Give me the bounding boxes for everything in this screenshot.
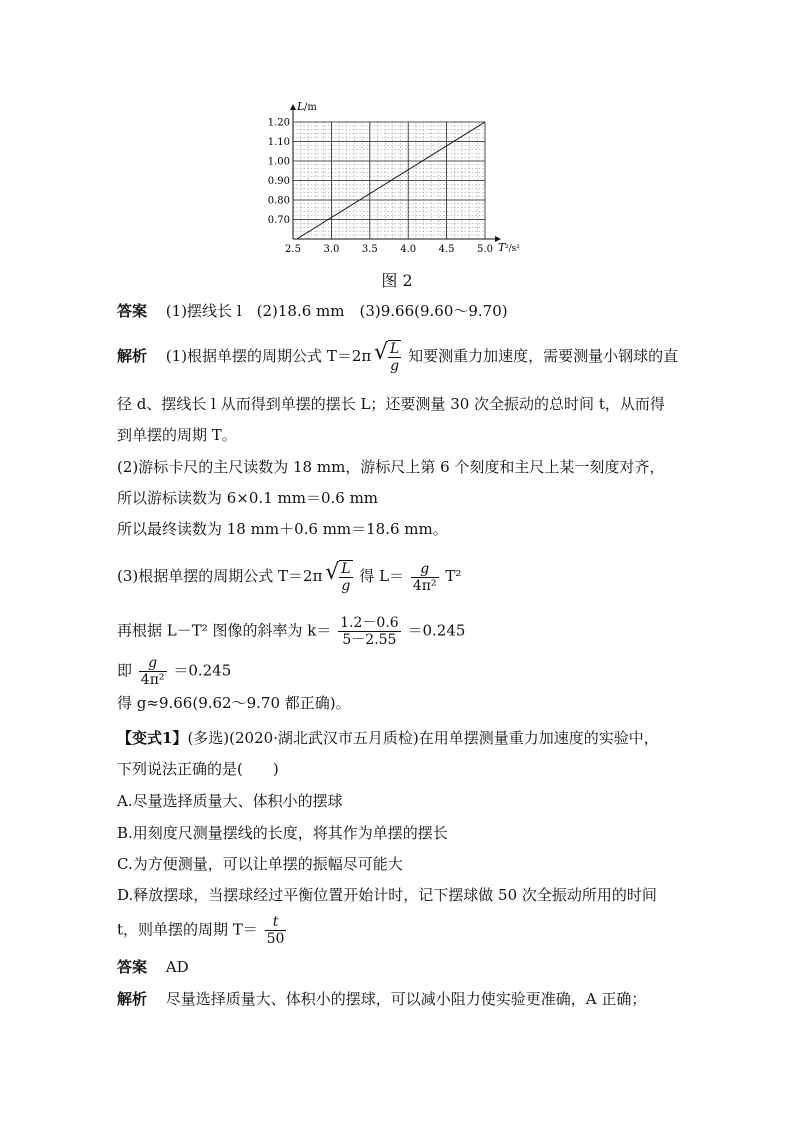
frac-num: 1.2－0.6 xyxy=(340,615,399,631)
analysis-line-2: 径 d、摆线长 l 从而得到单摆的摆长 L；还要测量 30 次全振动的总时间 t，从而得 xyxy=(117,395,665,413)
answer-label: 答案 xyxy=(117,958,148,976)
y-tick-label: 1.20 xyxy=(267,117,290,129)
analysis2-line-1 xyxy=(117,988,646,1010)
x-axis-label-var: T xyxy=(498,241,506,254)
x-tick-label: 3.5 xyxy=(361,244,378,255)
analysis-line-5: 所以游标读数为 6×0.1 mm＝0.6 mm xyxy=(117,489,379,507)
option-c: C.为方便测量，可以让单摆的振幅尽可能大 xyxy=(117,855,403,873)
x-tick-label: 3.0 xyxy=(323,244,340,255)
analysis-text: ＝0.245 xyxy=(407,621,466,640)
y-tick-label: 0.70 xyxy=(267,215,290,226)
figure-caption: 图 2 xyxy=(381,271,413,290)
frac-den: 5－2.55 xyxy=(342,632,397,648)
answer-line-2 xyxy=(117,956,189,978)
analysis-text: 即 xyxy=(117,661,133,680)
analysis-text: (1)根据单摆的周期公式 T＝2π xyxy=(165,347,372,365)
fraction-slope xyxy=(338,615,401,648)
x-tick-label: 4.0 xyxy=(400,244,417,255)
x-axis-label-unit: ²/s² xyxy=(505,244,520,254)
frac-num: g xyxy=(139,655,167,672)
variant-question-line-2: 下列说法正确的是( ) xyxy=(117,760,279,778)
analysis-label: 解析 xyxy=(117,990,148,1008)
option-b: B.用刻度尺测量摆线的长度，将其作为单摆的摆长 xyxy=(117,824,448,842)
answer-text: AD xyxy=(165,958,189,976)
sqrt-l-over-g xyxy=(376,340,403,374)
analysis-line-6: 所以最终读数为 18 mm＋0.6 mm＝18.6 mm。 xyxy=(117,520,448,538)
analysis-line-8 xyxy=(117,615,465,648)
analysis-line-3: 到单摆的周期 T。 xyxy=(117,426,237,444)
variant-tag: 【变式1】 xyxy=(117,729,188,747)
y-tick-label: 0.80 xyxy=(267,195,290,207)
x-tick-label: 2.5 xyxy=(285,244,301,255)
analysis-text: 得 L＝ xyxy=(359,567,405,585)
analysis-text: (3)根据单摆的周期公式 T＝2π xyxy=(117,567,323,585)
frac-num: g xyxy=(411,561,439,578)
analysis-line-1 xyxy=(117,340,678,374)
chart-axes xyxy=(290,104,501,242)
fraction-g-over-4pi2 xyxy=(139,655,167,688)
frac-den: 4π² xyxy=(412,577,437,594)
analysis-text: ＝0.245 xyxy=(173,661,232,680)
analysis-label: 解析 xyxy=(117,347,148,365)
frac-den: 4π² xyxy=(140,672,165,688)
sqrt-l-over-g xyxy=(327,560,354,594)
option-d-line-1: D.释放摆球，当摆球经过平衡位置开始计时，记下摆球做 50 次全振动所用的时间 xyxy=(117,886,657,904)
analysis-line-7 xyxy=(117,560,461,594)
fraction-t-over-50 xyxy=(265,914,287,947)
y-axis-label-unit: /m xyxy=(304,102,317,113)
analysis-line-9 xyxy=(117,655,231,688)
frac-den: g xyxy=(390,358,400,374)
answer-line-1 xyxy=(117,300,508,322)
analysis-text: 再根据 L－T² 图像的斜率为 k＝ xyxy=(117,621,332,640)
y-tick-label: 1.00 xyxy=(267,156,290,168)
y-axis-arrow xyxy=(290,104,296,110)
answer-text: (1)摆线长 l (2)18.6 mm (3)9.66(9.60～9.70) xyxy=(165,302,508,320)
frac-num: √ L xyxy=(341,561,351,577)
y-axis-label-var: L xyxy=(297,100,305,113)
answer-label: 答案 xyxy=(117,302,148,320)
option-a: A.尽量选择质量大、体积小的摆球 xyxy=(117,792,343,810)
y-tick-label: 0.90 xyxy=(267,176,290,187)
l-t2-graph xyxy=(255,96,545,261)
variant-text: (多选)(2020·湖北武汉市五月质检)在用单摆测量重力加速度的实验中， xyxy=(187,729,659,747)
frac-den: g xyxy=(341,578,351,594)
option-text: t，则单摆的周期 T＝ xyxy=(117,920,258,939)
fraction-g-over-4pi2 xyxy=(411,561,439,594)
y-tick-label: 1.10 xyxy=(267,137,290,148)
x-tick-label: 4.5 xyxy=(438,244,455,255)
analysis-text: 尽量选择质量大、体积小的摆球，可以减小阻力使实验更准确，A 正确； xyxy=(165,990,647,1008)
frac-num: t xyxy=(265,914,287,931)
x-tick-label: 5.0 xyxy=(477,244,493,255)
option-d-line-2 xyxy=(117,914,288,947)
frac-den: 50 xyxy=(266,931,285,947)
analysis-line-4: (2)游标卡尺的主尺读数为 18 mm，游标尺上第 6 个刻度和主尺上某一刻度对齐， xyxy=(117,458,665,476)
analysis-text: T² xyxy=(445,567,462,585)
frac-num: √ L xyxy=(390,341,400,357)
variant-question-line-1 xyxy=(117,727,659,749)
analysis-text: 知要测重力加速度，需要测量小钢球的直 xyxy=(408,347,679,365)
analysis-line-10: 得 g≈9.66(9.62～9.70 都正确)。 xyxy=(117,694,351,712)
